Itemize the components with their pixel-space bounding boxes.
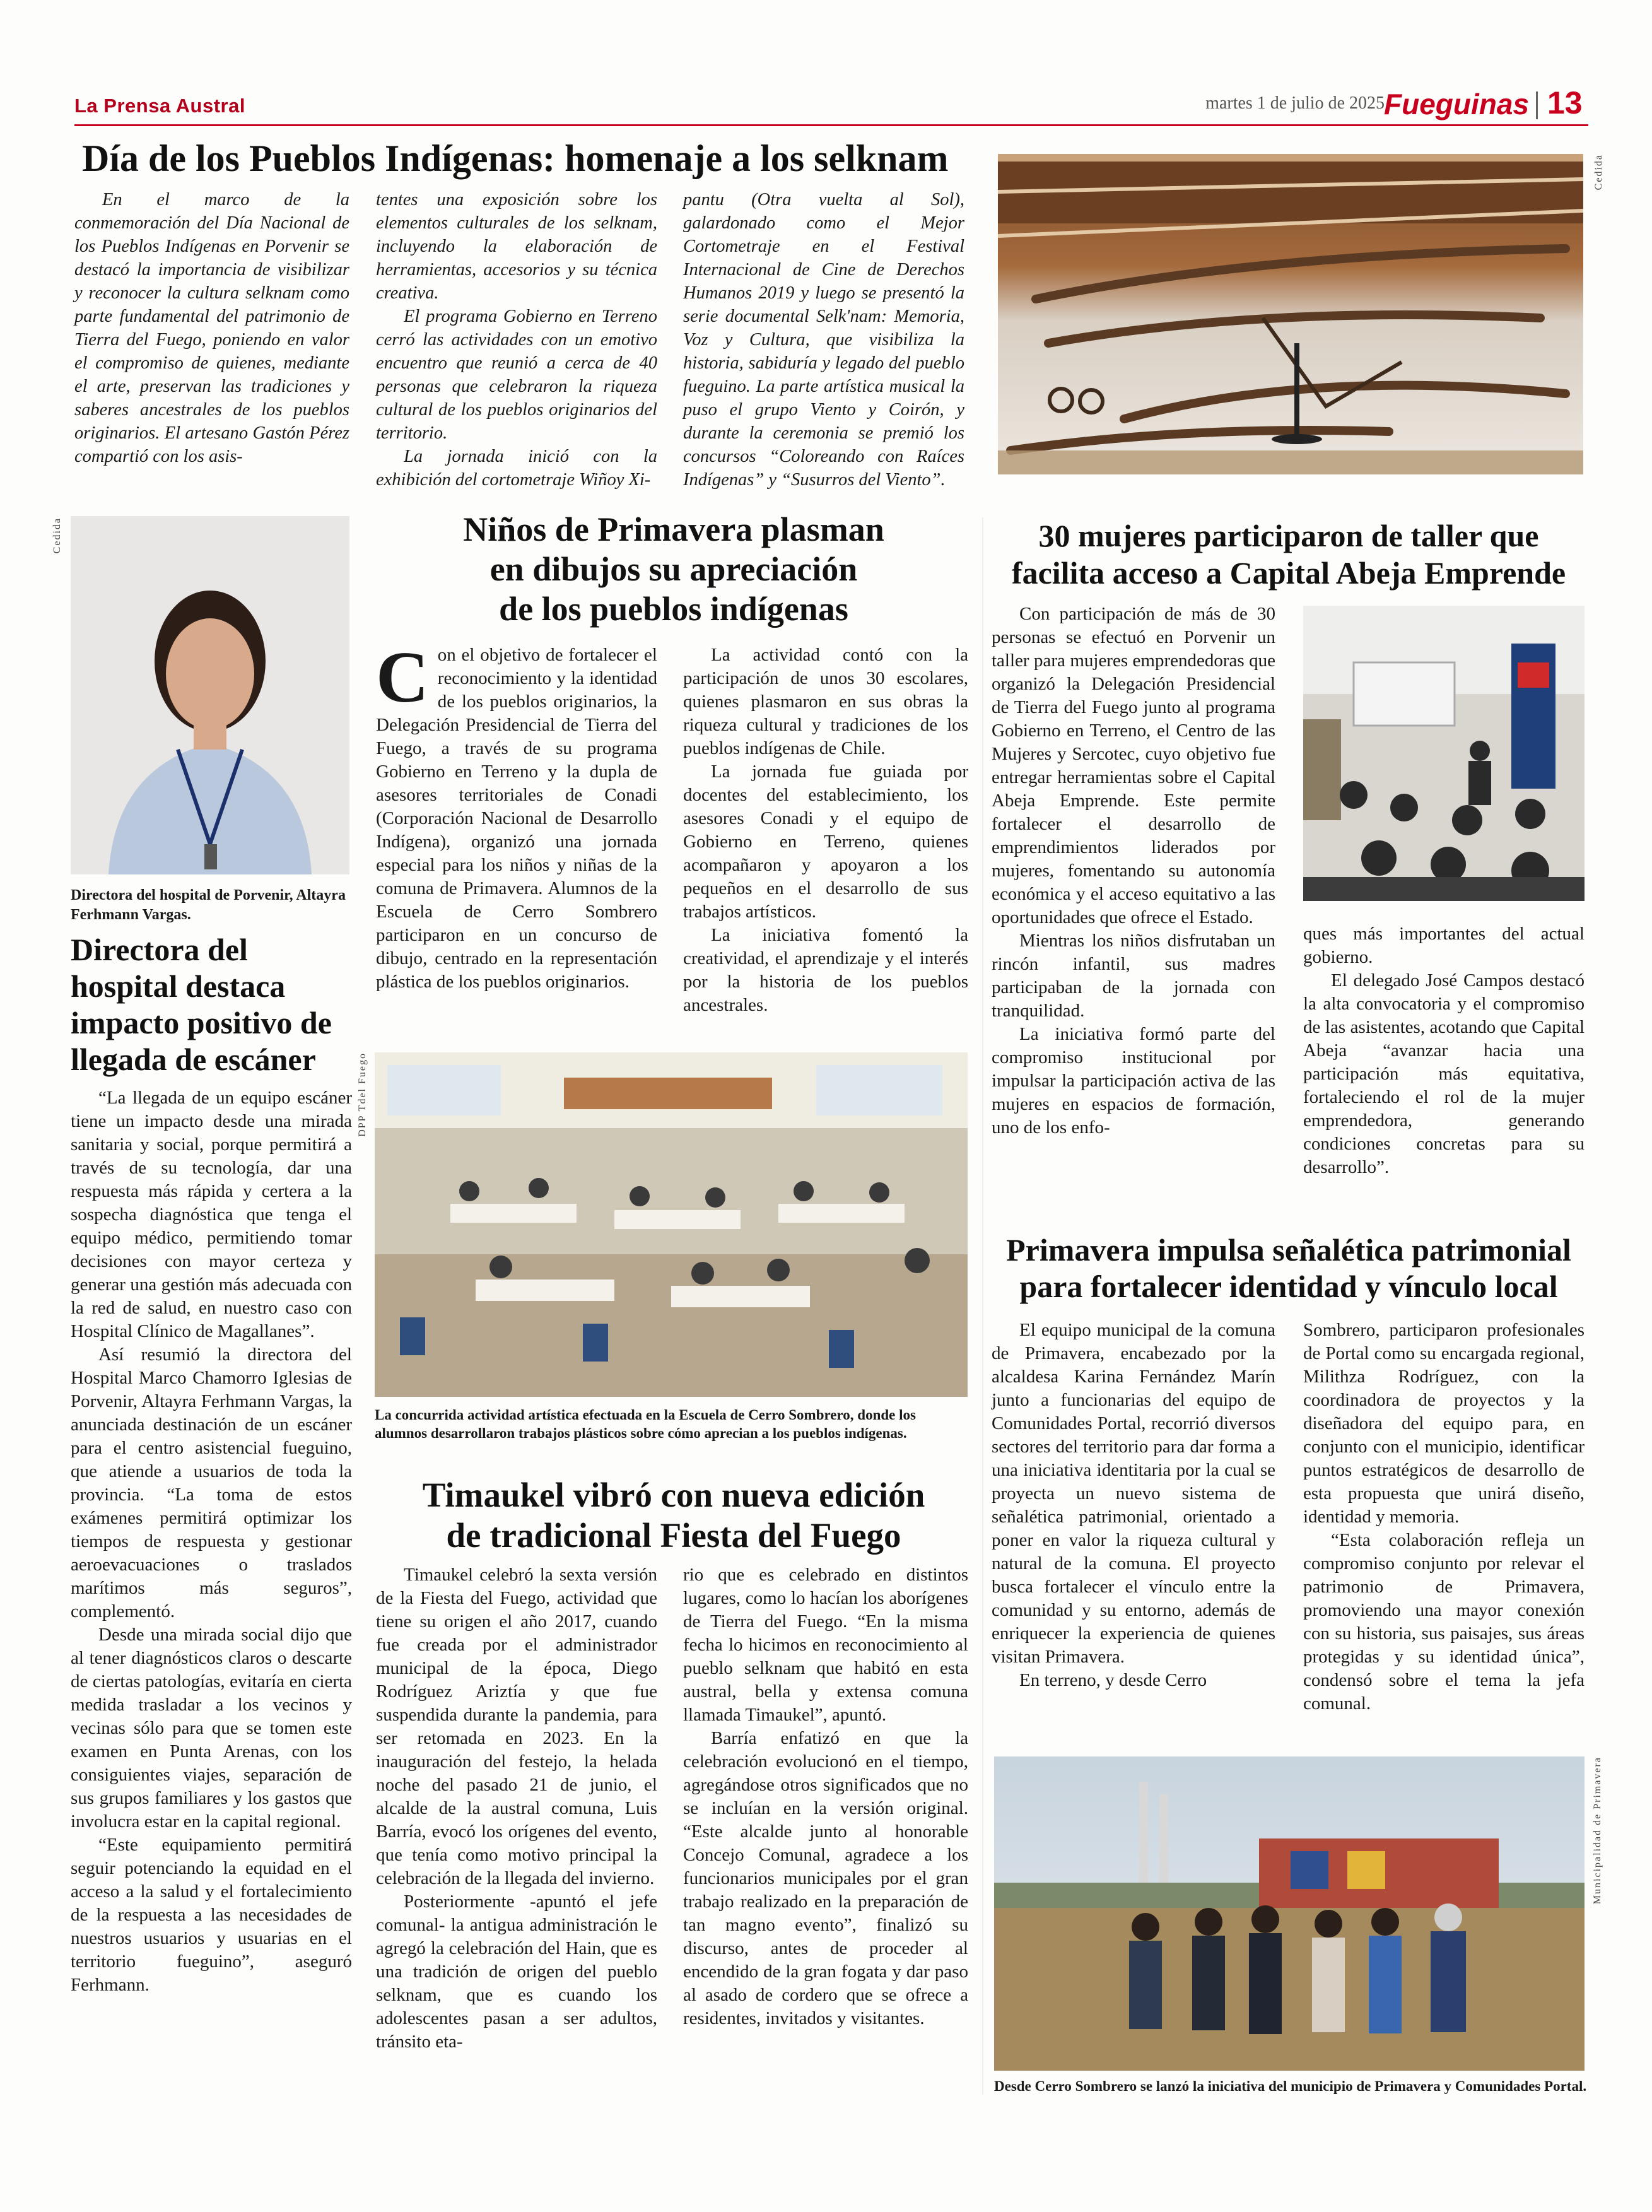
column-divider	[982, 517, 983, 2095]
hospital-director-portrait	[71, 516, 349, 874]
ninos-col-1	[376, 637, 657, 994]
mujeres-col-1	[992, 603, 1275, 1139]
senaletica-group-photo	[994, 1756, 1585, 2071]
headline-mujeres	[985, 517, 1592, 592]
hospital-photo-caption: Directora del hospital de Porvenir, Altayra Ferhmann Vargas.	[71, 887, 346, 923]
senaletica-p1: El equipo municipal de la comuna de Primavera, encabezado por la alcaldesa Karina Fernández Marín junto a funcionarias del equipo de Comunidades Portal, recorrió diversos sectores del territorio para dar forma a una iniciativa identitaria por la cual se proyecta un nuevo sistema de señalética patrimonial, orientado a poner en valor la riqueza cultural y natural de la comuna. El proyecto busca fortalecer el vínculo entre la comunidad y su entorno, además de enriquecer la experiencia de quienes visitan Primavera.	[992, 1320, 1275, 1667]
credit-cedida-2: Cedida	[52, 517, 62, 554]
mujeres-p2: Mientras los niños disfrutaban un rincón infantil, sus madres participaban de la jornada con tranquilidad.	[992, 931, 1275, 1021]
timaukel-col-1	[376, 1563, 657, 2054]
ninos-p2: La jornada fue guiada por docentes del establecimiento, los asesores Conadi y el equipo de Gobierno en Terreno, quienes acompañaron y apoyaron a los pequeños en el desarrollo de sus trabajos artísticos.	[683, 762, 968, 922]
credit-cedida-1: Cedida	[1593, 154, 1604, 191]
senaletica-col-2	[1303, 1319, 1585, 1715]
headline-ninos	[375, 510, 973, 629]
selknam-col2-p3: La jornada inició con la exhibición del cortometraje Wiñoy Xi-	[376, 447, 657, 490]
mujeres-p4: ques más importantes del actual gobierno.	[1303, 924, 1585, 967]
senaletica-p2: En terreno, y desde Cerro	[1019, 1670, 1207, 1690]
timaukel-col-2	[683, 1563, 968, 2030]
hospital-body	[71, 1086, 352, 1997]
senaletica-photo-caption: Desde Cerro Sombrero se lanzó la iniciativa del municipio de Primavera y Comunidades Portal.	[994, 2078, 1587, 2094]
selknam-col3-text: pantu (Otra vuelta al Sol), galardonado como el Mejor Cortometraje en el Festival Internacional de Cine de Derechos Humanos 2019 y luego se presentó la serie documental Selk'nam: Memoria, Voz y Cultura, que visibiliza la historia, sabiduría y legado del pueblo fueguino. La parte artística musical la puso el grupo Viento y Coirón, y durante la ceremonia se premió los concursos “Coloreando con Raíces Indígenas” y “Susurros del Viento”.	[683, 190, 964, 490]
mujeres-workshop-photo	[1303, 606, 1585, 901]
senaletica-p3: Sombrero, participaron profesionales de Portal como su encargada regional, Milithza Rodríguez, con la coordinadora de proyectos y la diseñadora del equipo para, en conjunto con el municipio, identificar puntos estratégicos de desarrollo de esta propuesta que unirá diseño, identidad y memoria.	[1303, 1320, 1585, 1527]
mujeres-p1: Con participación de más de 30 personas se efectuó en Porvenir un taller para mujeres emprendedoras que organizó la Delegación Presidencial de Tierra del Fuego junto al programa Gobierno en Terreno, el Centro de las Mujeres y Sercotec, cuyo objetivo fue entregar herramientas sobre el Capital Abeja Emprende. Este permite fortalecer el desarrollo de emprendimientos liderados por mujeres, fomentando su autonomía económica y el acceso equitativo a las oportunidades que ofrece el Estado.	[992, 604, 1275, 927]
headline-timaukel	[375, 1475, 973, 1556]
header-date: martes 1 de julio de 2025	[1205, 93, 1385, 113]
ninos-col-2	[683, 644, 968, 1017]
headline-ninos-line-1: Niños de Primavera plasman	[463, 510, 884, 548]
hospital-p4: “Este equipamiento permitirá seguir potenciando la equidad en el acceso a la salud y el fortalecimiento de la respuesta a las necesidades de nuestros usuarios y usuarias en el territorio fueguino”, aseguró Ferhmann.	[71, 1835, 352, 1995]
ninos-p3: La iniciativa fomentó la creatividad, el aprendizaje y el interés por la historia de los pueblos ancestrales.	[683, 925, 968, 1015]
selknam-col2-p2: El programa Gobierno en Terreno cerró las actividades con un emotivo encuentro que reunió a cerca de 40 personas que celebraron la riqueza cultural de los pueblos originarios del territorio.	[376, 307, 657, 443]
ninos-col1-text: on el objetivo de fortalecer el reconocimiento y la identidad de los pueblos originarios, la Delegación Presidencial de Tierra del Fuego, a través de su programa Gobierno en Terreno y la dupla de asesores territoriales de Conadi (Corporación Nacional de Desarrollo Indígena), organizó una jornada especial para los niños y niñas de la comuna de Primavera. Alumnos de la Escuela de Cerro Sombrero participaron en un concurso de dibujo, centrado en la representación plástica de los pueblos originarios.	[376, 645, 657, 992]
section-name: Fueguinas	[1384, 88, 1530, 121]
headline-ninos-line-2: en dibujos su apreciación	[489, 550, 858, 588]
selknam-col-2	[376, 188, 657, 491]
header-separator	[1536, 91, 1538, 119]
headline-selknam: Día de los Pueblos Indígenas: homenaje a los selknam	[82, 138, 949, 179]
headline-timaukel-line-2: de tradicional Fiesta del Fuego	[446, 1516, 901, 1555]
mujeres-col-2	[1303, 922, 1585, 1179]
credit-dpp: DPP Tdel Fuego	[357, 1052, 368, 1137]
timaukel-p3: rio que es celebrado en distintos lugares, como lo hacían los aborígenes de Tierra del Fuego. “En la misma fecha lo hicimos en reconocimiento al pueblo selknam que habitó en esta austral, bella y extensa comuna llamada Timaukel”, apuntó.	[683, 1565, 968, 1725]
hospital-p1: “La llegada de un equipo escáner tiene un impacto desde una mirada sanitaria y social, porque permitirá a través de su tecnología, dar una respuesta más rápida y certera a la sospecha diagnóstica que tenga el equipo médico, permitiendo tomar decisiones con mayor certeza y generar una gestión más adecuada con la red de salud, en nuestro caso con Hospital Clínico de Magallanes”.	[71, 1088, 352, 1341]
header-rule	[74, 124, 1588, 126]
workshop-illustration	[1303, 606, 1585, 901]
classroom-illustration	[375, 1052, 968, 1397]
ninos-classroom-photo	[375, 1052, 968, 1397]
hospital-p2: Así resumió la directora del Hospital Marco Chamorro Iglesias de Porvenir, Altayra Ferhmann Vargas, la anunciada destinación de un escáner para el centro asistencial fueguino, que atiende a usuarios de toda la provincia. “La toma de estos exámenes permitirá optimizar los tiempos de respuesta y gestionar aeroevacuaciones o traslados marítimos más seguros”, complementó.	[71, 1344, 352, 1621]
headline-senaletica-line-2: para fortalecer identidad y vínculo local	[1019, 1269, 1558, 1304]
credit-municipalidad: Municipalidad de Primavera	[1592, 1756, 1603, 1905]
mujeres-p5: El delegado José Campos destacó la alta convocatoria y el compromiso de las asistentes, acotando que Capital Abeja “avanzar hacia una participación más equitativa, fortaleciendo el rol de la mujer emprendedora, generando condiciones concretas para su desarrollo”.	[1303, 970, 1585, 1177]
headline-senaletica	[985, 1232, 1592, 1305]
selknam-col-1	[74, 188, 349, 468]
dropcap-letter: C	[376, 637, 429, 718]
headline-mujeres-line-1: 30 mujeres participaron de taller que	[1038, 518, 1539, 553]
selknam-tools-illustration	[998, 154, 1583, 474]
senaletica-col-1	[992, 1319, 1275, 1692]
headline-ninos-line-3: de los pueblos indígenas	[499, 590, 848, 628]
selknam-col1-text: En el marco de la conmemoración del Día Nacional de los Pueblos Indígenas en Porvenir se destacó la importancia de visibilizar y reconocer la cultura selknam como parte fundamental del patrimonio de Tierra del Fuego, poniendo en valor el compromiso de quienes, mediante el arte, preservan las tradiciones y saberes ancestrales de los pueblos originarios. El artesano Gastón Pérez compartió con los asis-	[74, 190, 349, 466]
ninos-p1: La actividad contó con la participación de unos 30 escolares, quienes plasmaron en sus obras la riqueza cultural y tradiciones de los pueblos indígenas de Chile.	[683, 645, 968, 758]
headline-senaletica-line-1: Primavera impulsa señalética patrimonial	[1006, 1232, 1571, 1268]
timaukel-p1: Timaukel celebró la sexta versión de la Fiesta del Fuego, actividad que tiene su origen el año 2017, cuando fue creada por el administrador municipal de la época, Diego Rodríguez Ariztía y que fue suspendida durante la pandemia, para ser retomada en 2023. En la inauguración del festejo, la helada noche del pasado 21 de junio, el alcalde de la austral comuna, Luis Barría, evocó los orígenes del evento, que tenía como motivo principal la celebración de la llegada del invierno.	[376, 1565, 657, 1888]
headline-mujeres-line-2: facilita acceso a Capital Abeja Emprende	[1011, 555, 1566, 591]
selknam-col-3	[683, 188, 964, 491]
selknam-col2-p1: tentes una exposición sobre los elementos culturales de los selknam, incluyendo la elaboración de herramientas, accesorios y su técnica creativa.	[376, 190, 657, 303]
portrait-illustration	[71, 516, 349, 874]
headline-timaukel-line-1: Timaukel vibró con nueva edición	[422, 1476, 925, 1514]
timaukel-p2: Posteriormente -apuntó el jefe comunal- la antigua administración le agregó la celebración del Hain, que es una tradición de origen del pueblo selknam, que es cuando los adolescentes pasan a ser adultos, tránsito eta-	[376, 1891, 657, 2052]
page-number: 13	[1547, 85, 1583, 121]
selknam-tools-photo	[998, 154, 1583, 474]
group-landscape-illustration	[994, 1756, 1585, 2071]
mujeres-p3: La iniciativa formó parte del compromiso institucional por impulsar la participación activa de las mujeres en espacios de formación, uno de los enfo-	[992, 1024, 1275, 1138]
headline-hospital: Directora del hospital destaca impacto positivo de llegada de escáner	[71, 932, 332, 1077]
timaukel-p4: Barría enfatizó en que la celebración evolucionó en el tiempo, agregándose otros significados que no se incluían en la versión original. “Este alcalde junto al honorable Concejo Comunal, agradece a los funcionarios municipales por el gran trabajo realizado en la preparación de tan magno evento”, finalizó su discurso, antes de proceder al encendido de la gran fogata y dar paso al asado de cordero que se ofrece a residentes, invitados y visitantes.	[683, 1728, 968, 2028]
masthead: La Prensa Austral	[74, 95, 245, 117]
hospital-p3: Desde una mirada social dijo que al tener diagnósticos claros o descarte de ciertas patologías, evitaría en cierta medida trasladar a los vecinos y vecinas sólo para que se tomen este examen en Punta Arenas, con los consiguientes viajes, separación de sus grupos familiares y los gastos que involucra estar en la capital regional.	[71, 1625, 352, 1832]
ninos-photo-caption: La concurrida actividad artística efectuada en la Escuela de Cerro Sombrero, donde los alumnos desarrollaron trabajos plásticos sobre cómo aprecian a los pueblos indígenas.	[375, 1407, 916, 1441]
senaletica-p4: “Esta colaboración refleja un compromiso conjunto por relevar el patrimonio de Primavera, promoviendo una mayor conexión con su historia, sus paisajes, sus áreas protegidas y su identidad única”, condensó sobre el tema la jefa comunal.	[1303, 1530, 1585, 1714]
